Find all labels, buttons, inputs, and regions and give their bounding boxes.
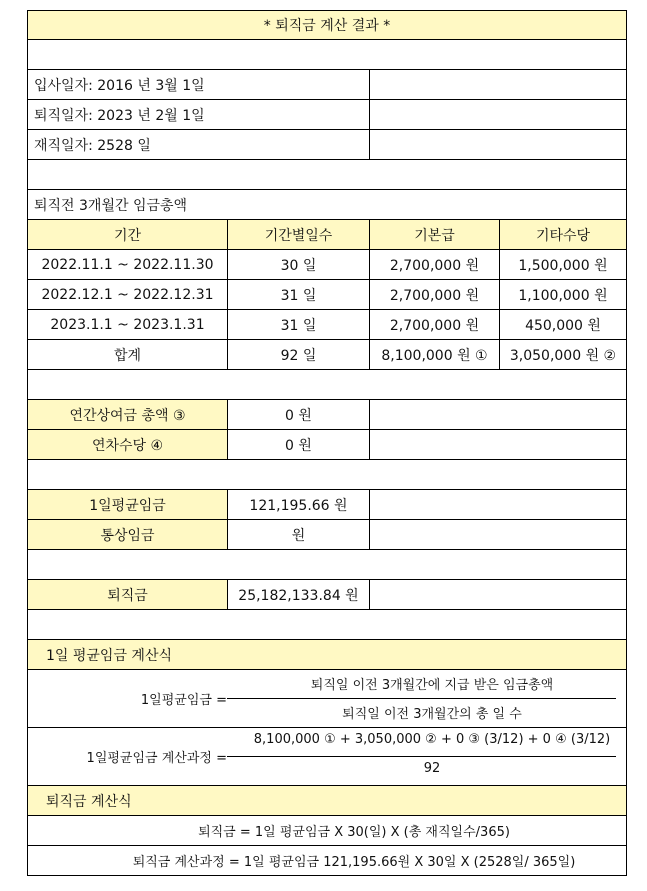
bonus-label: 연간상여금 총액 ③ xyxy=(28,400,227,429)
empty-cell xyxy=(369,100,626,129)
avg-formula-label: 1일평균임금 = xyxy=(140,693,227,708)
blank-row xyxy=(27,160,627,190)
title-row xyxy=(27,10,627,40)
empty-cell xyxy=(369,400,626,429)
table-row xyxy=(27,250,627,280)
total-label: 합계 xyxy=(113,347,142,364)
severance-value: 25,182,133.84 원 xyxy=(227,580,369,609)
base-pay-cell: 2,700,000 원 xyxy=(369,250,499,279)
base-pay-cell: 2,700,000 원 xyxy=(369,310,499,339)
table-row xyxy=(27,280,627,310)
avg-calc-row xyxy=(27,728,627,786)
annual-leave-value: 0 원 xyxy=(227,430,369,459)
blank-row xyxy=(27,550,627,580)
bonus-value: 0 원 xyxy=(227,400,369,429)
severance-sheet xyxy=(27,10,627,876)
allowance-cell: 1,100,000 원 xyxy=(499,280,626,309)
empty-cell xyxy=(369,490,626,519)
severance-formula-title-row xyxy=(27,786,627,816)
ordinary-wage-label: 통상임금 xyxy=(28,520,227,549)
empty-cell xyxy=(369,580,626,609)
severance-calc-row xyxy=(27,846,627,876)
avg-calc-label: 1일평균임금 계산과정 = xyxy=(86,751,227,766)
empty-cell xyxy=(369,520,626,549)
service-days-row xyxy=(27,130,627,160)
fraction-line xyxy=(227,698,616,699)
hire-date-row xyxy=(27,70,627,100)
blank-row xyxy=(27,460,627,490)
ordinary-wage-row xyxy=(27,520,627,550)
severance-formula: 퇴직금 = 1일 평균임금 X 30(일) X (총 재직일수/365) xyxy=(198,825,510,840)
column-header-base-pay: 기본급 xyxy=(369,220,499,249)
days-cell: 31 일 xyxy=(227,280,369,309)
wage-section-title-row xyxy=(27,190,627,220)
blank-row xyxy=(27,40,627,70)
retire-date: 퇴직일자: 2023 년 2월 1일 xyxy=(34,107,205,124)
total-row xyxy=(27,340,627,370)
bonus-row xyxy=(27,400,627,430)
avg-wage-row xyxy=(27,490,627,520)
avg-calc-numerator: 8,100,000 ① + 3,050,000 ② + 0 ③ (3/12) + 0 ④ (3/12) xyxy=(253,732,611,747)
avg-wage-value: 121,195.66 원 xyxy=(227,490,369,519)
empty-cell xyxy=(369,130,626,159)
blank-row xyxy=(27,610,627,640)
table-row xyxy=(27,310,627,340)
column-header-allowance: 기타수당 xyxy=(499,220,626,249)
severance-formula-row xyxy=(27,816,627,846)
total-days: 92 일 xyxy=(227,340,369,369)
column-header-period: 기간 xyxy=(113,227,142,244)
ordinary-wage-value: 원 xyxy=(227,520,369,549)
page-title: * 퇴직금 계산 결과 * xyxy=(28,11,626,39)
fraction-line xyxy=(227,756,616,757)
retire-date-row xyxy=(27,100,627,130)
severance-calc: 퇴직금 계산과정 = 1일 평균임금 121,195.66원 X 30일 X (2528일/ 365일) xyxy=(132,855,576,870)
severance-formula-title: 퇴직금 계산식 xyxy=(46,793,132,810)
column-header-days: 기간별일수 xyxy=(227,220,369,249)
period-cell: 2023.1.1 ~ 2023.1.31 xyxy=(50,316,205,333)
base-pay-cell: 2,700,000 원 xyxy=(369,280,499,309)
allowance-cell: 1,500,000 원 xyxy=(499,250,626,279)
avg-formula-denominator: 퇴직일 이전 3개월간의 총 일 수 xyxy=(342,707,522,722)
days-cell: 30 일 xyxy=(227,250,369,279)
hire-date: 입사일자: 2016 년 3월 1일 xyxy=(34,77,205,94)
days-cell: 31 일 xyxy=(227,310,369,339)
empty-cell xyxy=(369,70,626,99)
avg-formula-title: 1일 평균임금 계산식 xyxy=(46,647,172,664)
avg-formula-numerator: 퇴직일 이전 3개월간에 지급 받은 임금총액 xyxy=(310,678,554,693)
avg-formula-title-row xyxy=(27,640,627,670)
service-days: 재직일자: 2528 일 xyxy=(34,137,151,154)
allowance-cell: 450,000 원 xyxy=(499,310,626,339)
avg-calc-denominator: 92 xyxy=(423,761,441,776)
wage-section-title: 퇴직전 3개월간 임금총액 xyxy=(34,197,188,214)
period-cell: 2022.12.1 ~ 2022.12.31 xyxy=(41,286,214,303)
severance-label: 퇴직금 xyxy=(28,580,227,609)
severance-row xyxy=(27,580,627,610)
total-allowance: 3,050,000 원 ② xyxy=(499,340,626,369)
avg-wage-label: 1일평균임금 xyxy=(28,490,227,519)
wage-table-header xyxy=(27,220,627,250)
annual-leave-label: 연차수당 ④ xyxy=(28,430,227,459)
annual-leave-row xyxy=(27,430,627,460)
period-cell: 2022.11.1 ~ 2022.11.30 xyxy=(41,256,214,273)
empty-cell xyxy=(369,430,626,459)
blank-row xyxy=(27,370,627,400)
avg-formula-row xyxy=(27,670,627,728)
total-base-pay: 8,100,000 원 ① xyxy=(369,340,499,369)
